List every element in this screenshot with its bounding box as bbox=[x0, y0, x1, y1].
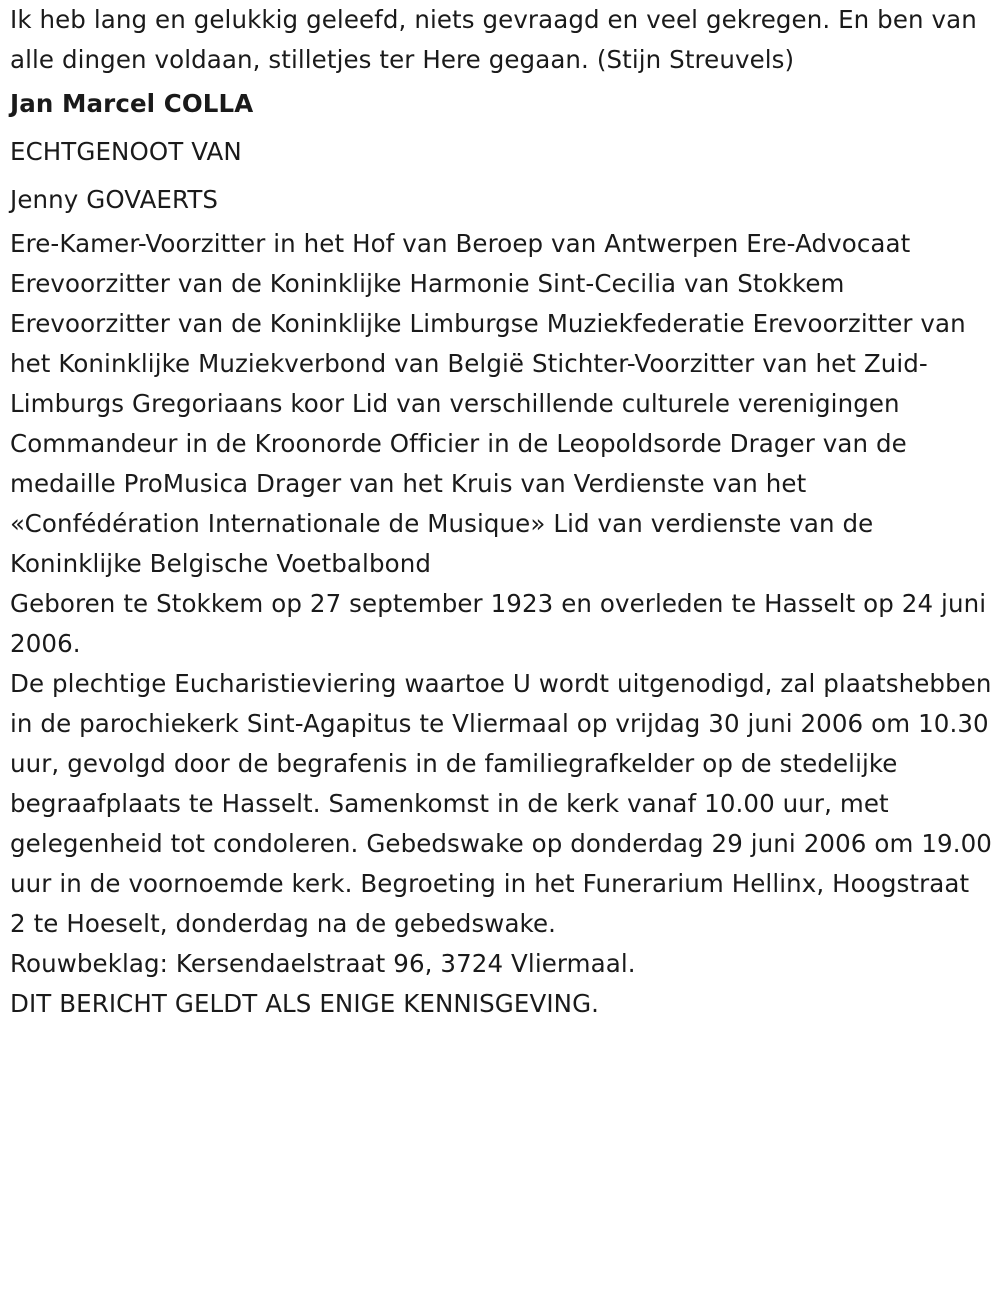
birth-death-paragraph: Geboren te Stokkem op 27 september 1923 en overleden te Hasselt op 24 juni 2006. bbox=[10, 589, 987, 658]
deceased-name: Jan Marcel COLLA bbox=[10, 89, 254, 118]
titles-paragraph: Ere-Kamer-Voorzitter in het Hof van Beroep van Antwerpen Ere-Advocaat Erevoorzitter van de Koninklijke Harmonie Sint-Cecilia van Stokkem Erevoorzitter van de Koninklijke Limburgse Muziekfederatie Erevoorzitter van het Koninklijke Muziekverbond van België Stichter-Voorzitter van het Zuid-Limburgs Gregoriaans koor Lid van verschillende culturele verenigingen Commandeur in de Kroonorde Officier in de Leopoldsorde Drager van de medaille ProMusica Drager van het Kruis van Verdienste van het «Confédération Internationale de Musique» Lid van verdienste van de Koninklijke Belgische Voetbalbond bbox=[10, 229, 966, 578]
spouse-label: ECHTGENOOT VAN bbox=[10, 137, 242, 166]
notice-line: DIT BERICHT GELDT ALS ENIGE KENNISGEVING. bbox=[10, 989, 600, 1018]
condolence-address: Rouwbeklag: Kersendaelstraat 96, 3724 Vliermaal. bbox=[10, 949, 636, 978]
opening-quote: Ik heb lang en gelukkig geleefd, niets gevraagd en veel gekregen. En ben van alle dingen voldaan, stilletjes ter Here gegaan. (Stijn Streuvels) bbox=[10, 5, 977, 74]
obituary-document bbox=[10, 0, 992, 1024]
spouse-name: Jenny GOVAERTS bbox=[10, 185, 219, 214]
ceremony-paragraph: De plechtige Eucharistieviering waartoe U wordt uitgenodigd, zal plaatshebben in de parochiekerk Sint-Agapitus te Vliermaal op vrijdag 30 juni 2006 om 10.30 uur, gevolgd door de begrafenis in de familiegrafkelder op de stedelijke begraafplaats te Hasselt. Samenkomst in de kerk vanaf 10.00 uur, met gelegenheid tot condoleren. Gebedswake op donderdag 29 juni 2006 om 19.00 uur in de voornoemde kerk. Begroeting in het Funerarium Hellinx, Hoogstraat 2 te Hoeselt, donderdag na de gebedswake. bbox=[10, 669, 992, 938]
